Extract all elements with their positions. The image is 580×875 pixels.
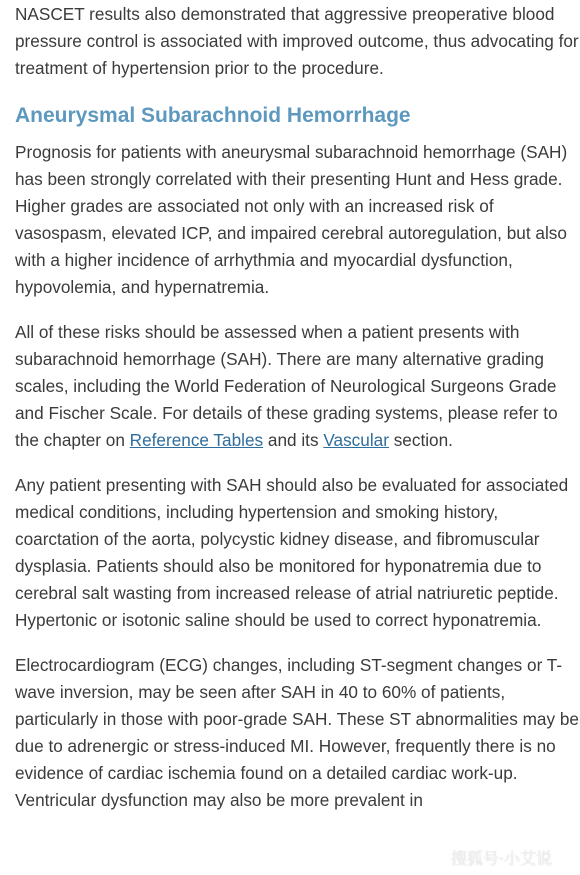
- paragraph-prognosis: Prognosis for patients with aneurysmal subarachnoid hemorrhage (SAH) has been strongly correlated with their presenting Hunt and Hess grade. Higher grades are associated not only with an increased risk of vasospasm, elevated ICP, and impaired cerebral autoregulation, but also with a higher incidence of arrhythmia and myocardial dysfunction, hypovolemia, and hypernatremia.: [15, 142, 568, 297]
- reference-tables-link[interactable]: Reference Tables: [129, 430, 264, 450]
- paragraph-ecg: Electrocardiogram (ECG) changes, including ST-segment changes or T-wave inversion, may be seen after SAH in 40 to 60% of patients, particularly in those with poor-grade SAH. These ST abnormalities may be due to adrenergic or stress-induced MI. However, frequently there is no evidence of cardiac ischemia found on a detailed cardiac work-up. Ventricular dysfunction may also be more prevalent in: [15, 655, 579, 810]
- vascular-link[interactable]: Vascular: [323, 430, 389, 450]
- article-body: [15, 0, 580, 814]
- section-heading: Aneurysmal Subarachnoid Hemorrhage: [15, 104, 411, 127]
- paragraph-grading-text: All of these risks should be assessed when a patient presents with subarachnoid hemorrhage (SAH). There are many alternative grading scales, including the World Federation of Neurological Surgeons Grade and Fischer Scale. For details of these grading systems, please refer to the chapter on: [15, 322, 558, 450]
- paragraph-grading-end: section.: [388, 430, 453, 450]
- watermark: 搜狐号·小艾说: [450, 849, 552, 868]
- paragraph-evaluation: Any patient presenting with SAH should also be evaluated for associated medical conditions, including hypertension and smoking history, coarctation of the aorta, polycystic kidney disease, and fibromuscular dysplasia. Patients should also be monitored for hyponatremia due to cerebral salt wasting from increased release of atrial natriuretic peptide. Hypertonic or isotonic saline should be used to correct hyponatremia.: [15, 475, 569, 630]
- paragraph-grading-mid: and its: [263, 430, 324, 450]
- paragraph-nascet: NASCET results also demonstrated that aggressive preoperative blood pressure control is associated with improved outcome, thus advocating for treatment of hypertension prior to the procedure.: [15, 4, 579, 78]
- paragraph-grading: [15, 319, 580, 454]
